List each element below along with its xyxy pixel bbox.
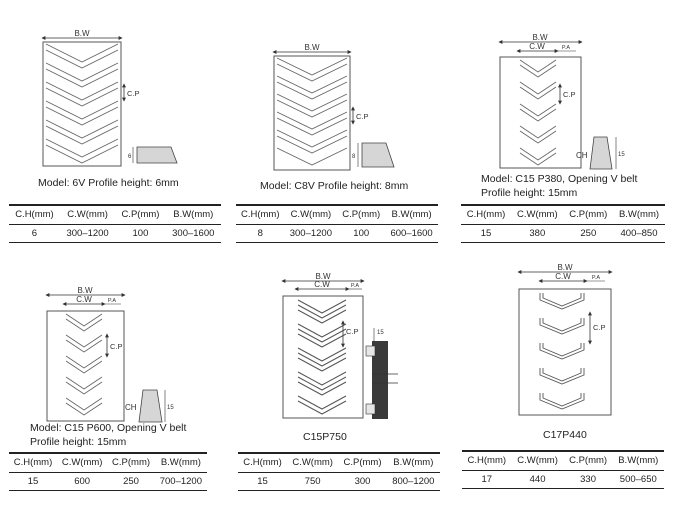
table-cell: 400–850 <box>613 225 665 243</box>
column-header: C.W(mm) <box>284 205 337 225</box>
belt-c15p750-drawing <box>283 272 398 419</box>
cp-label: C.P <box>127 89 140 98</box>
table-cell: 100 <box>337 225 385 243</box>
ch-label: CH <box>576 151 588 160</box>
column-header: C.P(mm) <box>115 205 165 225</box>
table-cell: 300 <box>338 473 386 491</box>
column-header: C.P(mm) <box>564 451 613 471</box>
table-cell: 440 <box>512 471 564 489</box>
cp-label: C.P <box>593 323 606 332</box>
column-header: C.H(mm) <box>236 205 284 225</box>
pa-label: P.A <box>350 283 360 289</box>
table-cell: 750 <box>287 473 338 491</box>
table-row <box>236 225 438 243</box>
table-row <box>238 473 440 491</box>
spec-table-c8v <box>236 204 438 243</box>
bw-label: B.W <box>77 286 93 295</box>
ch-label: 8 <box>352 154 356 160</box>
table-cell: 700–1200 <box>155 473 207 491</box>
column-header: C.H(mm) <box>238 453 287 473</box>
table-cell: 300–1200 <box>284 225 337 243</box>
column-header: C.W(mm) <box>512 451 564 471</box>
column-header: C.H(mm) <box>462 451 512 471</box>
bw-label: B.W <box>532 33 548 42</box>
column-header: C.W(mm) <box>57 453 107 473</box>
spec-table-c15p600 <box>9 452 207 491</box>
caption-c17p440: C17P440 <box>543 429 587 441</box>
cp-label: C.P <box>346 327 359 336</box>
cp-label: C.P <box>563 90 576 99</box>
belt-c15p380-drawing <box>500 33 625 169</box>
bw-label: B.W <box>557 263 573 272</box>
bw-label: B.W <box>315 272 331 281</box>
cw-label: C.W <box>555 272 571 281</box>
height-label: 15 <box>167 405 174 411</box>
column-header: B.W(mm) <box>387 453 440 473</box>
table-cell: 600 <box>57 473 107 491</box>
column-header: B.W(mm) <box>166 205 221 225</box>
cw-label: C.W <box>529 42 545 51</box>
table-cell: 300–1200 <box>60 225 115 243</box>
column-header: C.H(mm) <box>461 205 511 225</box>
column-header: B.W(mm) <box>613 205 665 225</box>
column-header: C.P(mm) <box>337 205 385 225</box>
table-row <box>462 471 664 489</box>
cp-label: C.P <box>356 112 369 121</box>
column-header: C.W(mm) <box>60 205 115 225</box>
table-cell: 100 <box>115 225 165 243</box>
belt-c8v-drawing <box>274 43 394 170</box>
column-header: C.W(mm) <box>287 453 338 473</box>
table-row <box>9 225 221 243</box>
cp-label: C.P <box>110 342 123 351</box>
caption-c15p600: Model: C15 P600, Opening V belt Profile height: 15mm <box>30 422 187 448</box>
column-header: C.P(mm) <box>338 453 386 473</box>
ch-label: CH <box>125 403 137 412</box>
column-header: B.W(mm) <box>385 205 438 225</box>
cw-label: C.W <box>76 295 92 304</box>
spec-table-6v <box>9 204 221 243</box>
belt-c17p440-drawing <box>519 263 611 415</box>
belt-c15p600-drawing <box>47 286 174 422</box>
column-header: B.W(mm) <box>613 451 664 471</box>
column-header: C.H(mm) <box>9 205 60 225</box>
table-cell: 250 <box>564 225 613 243</box>
pa-label: P.A <box>561 45 571 51</box>
table-row <box>461 225 665 243</box>
caption-c15p750: C15P750 <box>303 431 347 443</box>
table-cell: 15 <box>9 473 57 491</box>
spec-table-c15p750 <box>238 452 440 491</box>
caption-6v: Model: 6V Profile height: 6mm <box>38 177 179 189</box>
table-cell: 800–1200 <box>387 473 440 491</box>
table-cell: 15 <box>461 225 511 243</box>
table-cell: 600–1600 <box>385 225 438 243</box>
spec-table-c17p440 <box>462 450 664 489</box>
table-cell: 17 <box>462 471 512 489</box>
spec-table-c15p380 <box>461 204 665 243</box>
table-cell: 8 <box>236 225 284 243</box>
pa-label: P.A <box>107 298 117 304</box>
column-header: C.P(mm) <box>107 453 154 473</box>
column-header: B.W(mm) <box>155 453 207 473</box>
table-cell: 6 <box>9 225 60 243</box>
bw-label: B.W <box>74 29 90 38</box>
table-row <box>9 473 207 491</box>
cw-label: C.W <box>314 280 330 289</box>
belt-6v-drawing <box>43 29 177 166</box>
bw-label: B.W <box>304 43 320 52</box>
height-label: 15 <box>377 330 384 336</box>
table-cell: 330 <box>564 471 613 489</box>
pa-label: P.A <box>591 275 601 281</box>
column-header: C.P(mm) <box>564 205 613 225</box>
caption-c8v: Model: C8V Profile height: 8mm <box>260 180 409 192</box>
ch-label: 6 <box>128 154 132 160</box>
column-header: C.W(mm) <box>511 205 564 225</box>
table-cell: 380 <box>511 225 564 243</box>
table-cell: 250 <box>107 473 154 491</box>
height-label: 15 <box>618 152 625 158</box>
table-cell: 500–650 <box>613 471 664 489</box>
caption-c15p380: Model: C15 P380, Opening V belt Profile height: 15mm <box>481 173 638 199</box>
column-header: C.H(mm) <box>9 453 57 473</box>
table-cell: 300–1600 <box>166 225 221 243</box>
table-cell: 15 <box>238 473 287 491</box>
